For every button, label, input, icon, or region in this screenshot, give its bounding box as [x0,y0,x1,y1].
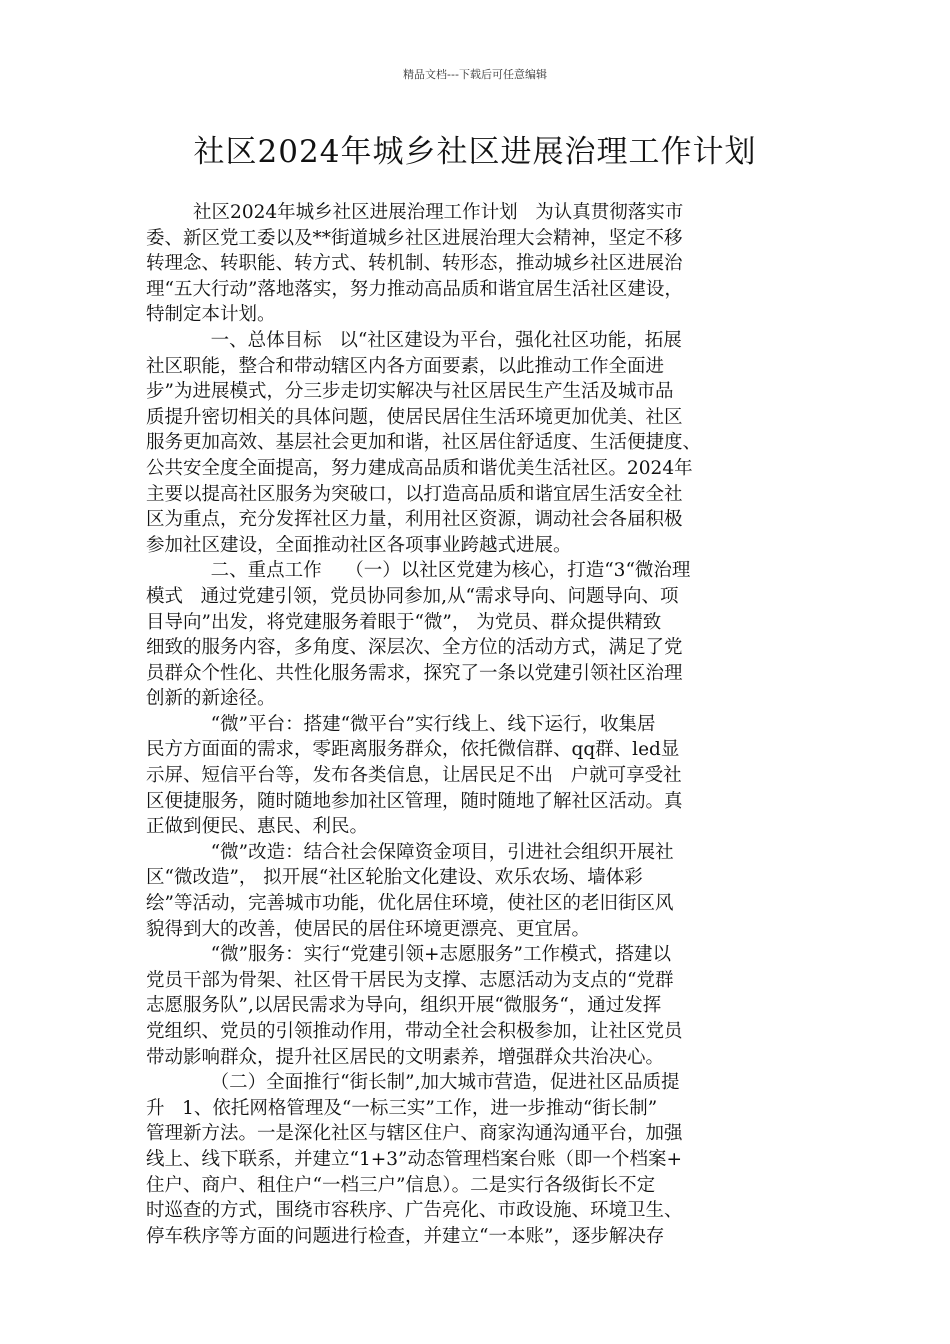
body-line: 示屏、短信平台等，发布各类信息，让居民足不出 户就可享受社 [146,765,682,787]
document-title: 社区2024年城乡社区进展治理工作计划 [193,134,757,170]
body-line: 一、总体目标 以“社区建设为平台，强化社区功能，拓展 [146,329,682,351]
body-line: 细致的服务内容，多角度、深层次、全方位的活动方式，满足了党 [146,637,683,659]
body-line: 步”为进展模式，分三步走切实解决与社区居民生产生活及城市品 [146,381,674,403]
body-line: 党员干部为骨架、社区骨干居民为支撑、志愿活动为支点的“党群 [146,969,674,991]
body-line: 社区2024年城乡社区进展治理工作计划 为认真贯彻落实市 [146,202,684,223]
body-line: 模式 通过党建引领，党员协同参加,从“需求导向、问题导向、项 [146,585,679,607]
body-line: 民方方面面的需求，零距离服务群众，依托微信群、qq群、led显 [146,739,680,761]
body-line: 特制定本计划。 [146,304,276,326]
body-line: “微”服务：实行“党建引领+志愿服务”工作模式，搭建以 [146,944,672,966]
body-line: 升 1、依托网格管理及“一标三实”工作，进一步推动“街长制” [146,1097,658,1119]
body-line: 转理念、转职能、转方式、转机制、转形态，推动城乡社区进展治 [146,253,683,275]
body-line: 绘”等活动，完善城市功能，优化居住环境，使社区的老旧街区风 [146,893,674,915]
body-line: 停车秩序等方面的问题进行检查，并建立“一本账”，逐步解决存 [146,1225,665,1247]
body-line: 志愿服务队”,以居民需求为导向，组织开展“微服务“，通过发挥 [146,995,662,1017]
body-line: 目导向”出发，将党建服务着眼于“微”， 为党员、群众提供精致 [146,611,662,633]
body-line: 委、新区党工委以及**街道城乡社区进展治理大会精神，坚定不移 [146,227,683,249]
body-line: 时巡查的方式，围绕市容秩序、广告亮化、市政设施、环境卫生、 [146,1200,683,1222]
body-line: 区便捷服务，随时随地参加社区管理，随时随地了解社区活动。真 [146,790,683,812]
body-line: 线上、线下联系，并建立“1+3”动态管理档案台账（即一个档案+ [146,1148,682,1170]
body-line: 区“微改造”， 拟开展“社区轮胎文化建设、欢乐农场、墙体彩 [146,867,643,889]
document-body [146,200,826,1249]
body-line: 带动影响群众，提升社区居民的文明素养，增强群众共治决心。 [146,1046,665,1068]
body-line: 理“五大行动”落地落实，努力推动高品质和谐宜居生活社区建设， [146,278,683,300]
body-line: 正做到便民、惠民、利民。 [146,816,369,838]
body-line: （二）全面推行“街长制”,加大城市营造，促进社区品质提 [146,1072,680,1094]
body-line: 二、重点工作 （一）以社区党建为核心，打造“3“微治理 [146,560,691,582]
body-line: 质提升密切相关的具体问题，使居民居住生活环境更加优美、社区 [146,406,683,428]
body-line: 管理新方法。一是深化社区与辖区住户、商家沟通沟通平台，加强 [146,1123,683,1145]
body-line: 貌得到大的改善，使居民的居住环境更漂亮、更宜居。 [146,918,591,940]
body-line: 主要以提高社区服务为突破口，以打造高品质和谐宜居生活安全社 [146,483,683,505]
body-line: 服务更加高效、基层社会更加和谐，社区居住舒适度、生活便捷度、 [146,432,702,454]
body-line: “微”平台：搭建“微平台”实行线上、线下运行，收集居 [146,713,656,735]
header-note: 精品文档---下载后可任意编辑 [403,68,547,81]
body-line: 参加社区建设，全面推动社区各项事业跨越式进展。 [146,534,572,556]
body-line: “微”改造：结合社会保障资金项目，引进社会组织开展社 [146,841,674,863]
body-line: 公共安全度全面提高，努力建成高品质和谐优美生活社区。2024年 [146,457,693,479]
body-line: 创新的新途径。 [146,688,276,710]
body-line: 区为重点，充分发挥社区力量，利用社区资源，调动社会各届积极 [146,509,683,531]
body-line: 住户、商户、租住户“一档三户”信息）。二是实行各级街长不定 [146,1174,656,1196]
body-line: 社区职能，整合和带动辖区内各方面要素，以此推动工作全面进 [146,355,665,377]
body-line: 员群众个性化、共性化服务需求，探究了一条以党建引领社区治理 [146,662,683,684]
body-line: 党组织、党员的引领推动作用，带动全社会积极参加，让社区党员 [146,1021,683,1042]
